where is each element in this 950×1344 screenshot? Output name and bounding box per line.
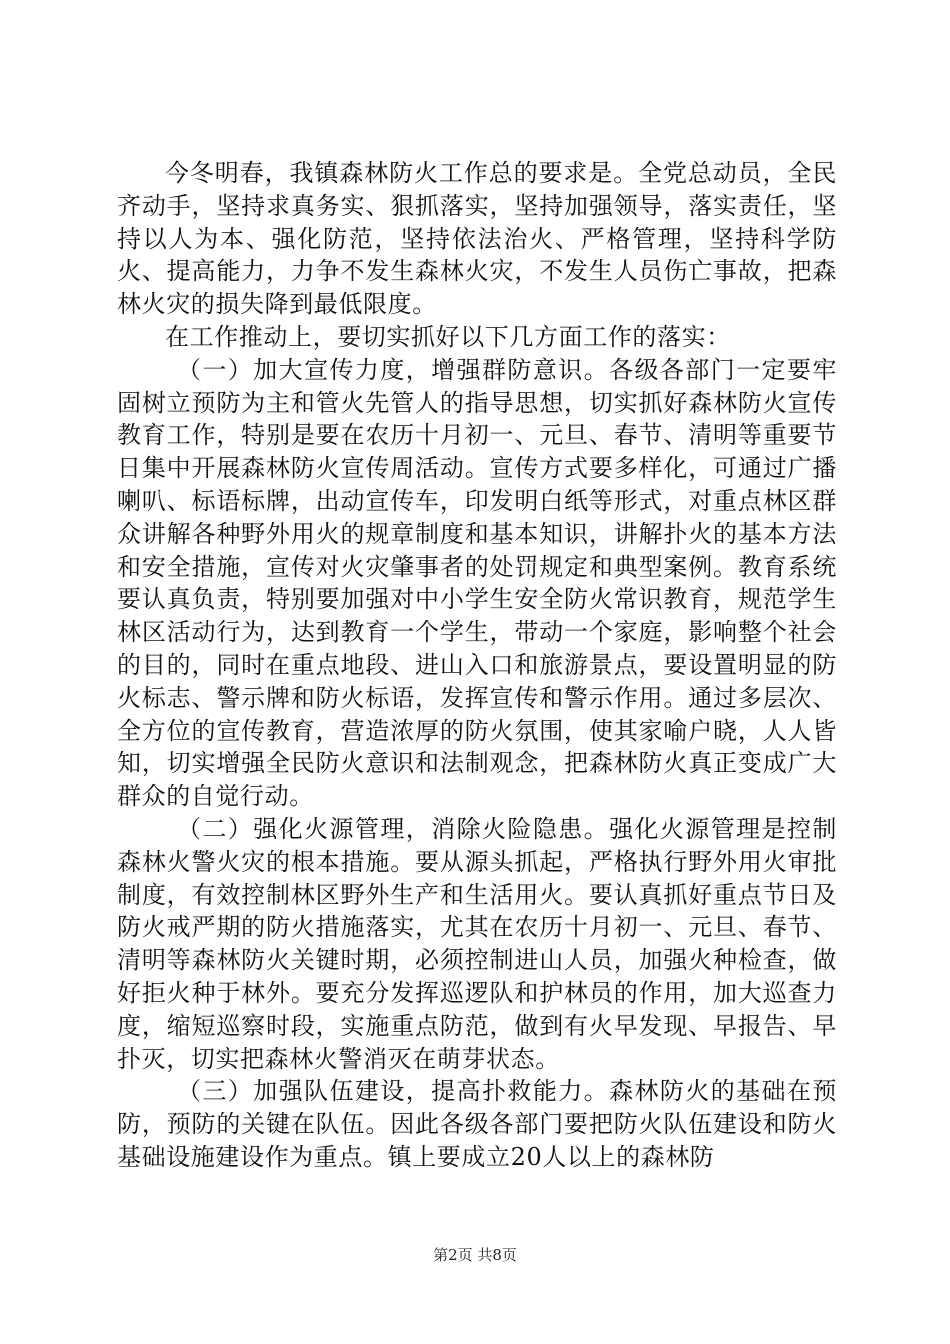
- paragraph-work-intro: 在工作推动上，要切实抓好以下几方面工作的落实：: [165, 322, 731, 351]
- paragraph-section-1-publicity: （一）加大宣传力度，增强群防意识。各级各部门一定要牢固树立预防为主和管火先管人的指导思想，切实抓好森林防火宣传教育工作，特别是要在农历十月初一、元旦、春节、清明等重要节日集中开展森林防火宣传周活动。宣传方式要多样化，可通过广播喇叭、标语标牌，出动宣传车，印发明白纸等形式，对重点林区群众讲解各种野外用火的规章制度和基本知识，讲解扑火的基本方法和安全措施，宣传对火灾肇事者的处罚规定和典型案例。教育系统要认真负责，特别要加强对中小学生安全防火常识教育，规范学生林区活动行为，达到教育一个学生，带动一个家庭，影响整个社会的目的，同时在重点地段、进山入口和旅游景点，要设置明显的防火标志、警示牌和防火标语，发挥宣传和警示作用。通过多层次、全方位的宣传教育，营造浓厚的防火氛围，使其家喻户晓，人人皆知，切实增强全民防火意识和法制观念，把森林防火真正变成广大群众的自觉行动。: [117, 355, 837, 811]
- page-number-footer: 第2页 共8页: [433, 1246, 517, 1264]
- paragraph-general-requirements: 今冬明春，我镇森林防火工作总的要求是。全党总动员，全民齐动手，坚持求真务实、狠抓落实，坚持加强领导，落实责任，坚持以人为本、强化防范，坚持依法治火、严格管理，坚持科学防火、提高能力，力争不发生森林火灾，不发生人员伤亡事故，把森林火灾的损失降到最低限度。: [117, 159, 837, 319]
- document-body: [117, 157, 837, 1174]
- paragraph-section-2-fire-source: （二）强化火源管理，消除火险隐患。强化火源管理是控制森林火警火灾的根本措施。要从源头抓起，严格执行野外用火审批制度，有效控制林区野外生产和生活用火。要认真抓好重点节日及防火戒严期的防火措施落实，尤其在农历十月初一、元旦、春节、清明等森林防火关键时期，必须控制进山人员，加强火种检查，做好拒火种于林外。要充分发挥巡逻队和护林员的作用，加大巡查力度，缩短巡察时段，实施重点防范，做到有火早发现、早报告、早扑灭，切实把森林火警消灭在萌芽状态。: [117, 814, 837, 1073]
- paragraph-section-3-team-building: （三）加强队伍建设，提高扑救能力。森林防火的基础在预防，预防的关键在队伍。因此各级各部门要把防火队伍建设和防火基础设施建设作为重点。镇上要成立20人以上的森林防: [117, 1077, 837, 1171]
